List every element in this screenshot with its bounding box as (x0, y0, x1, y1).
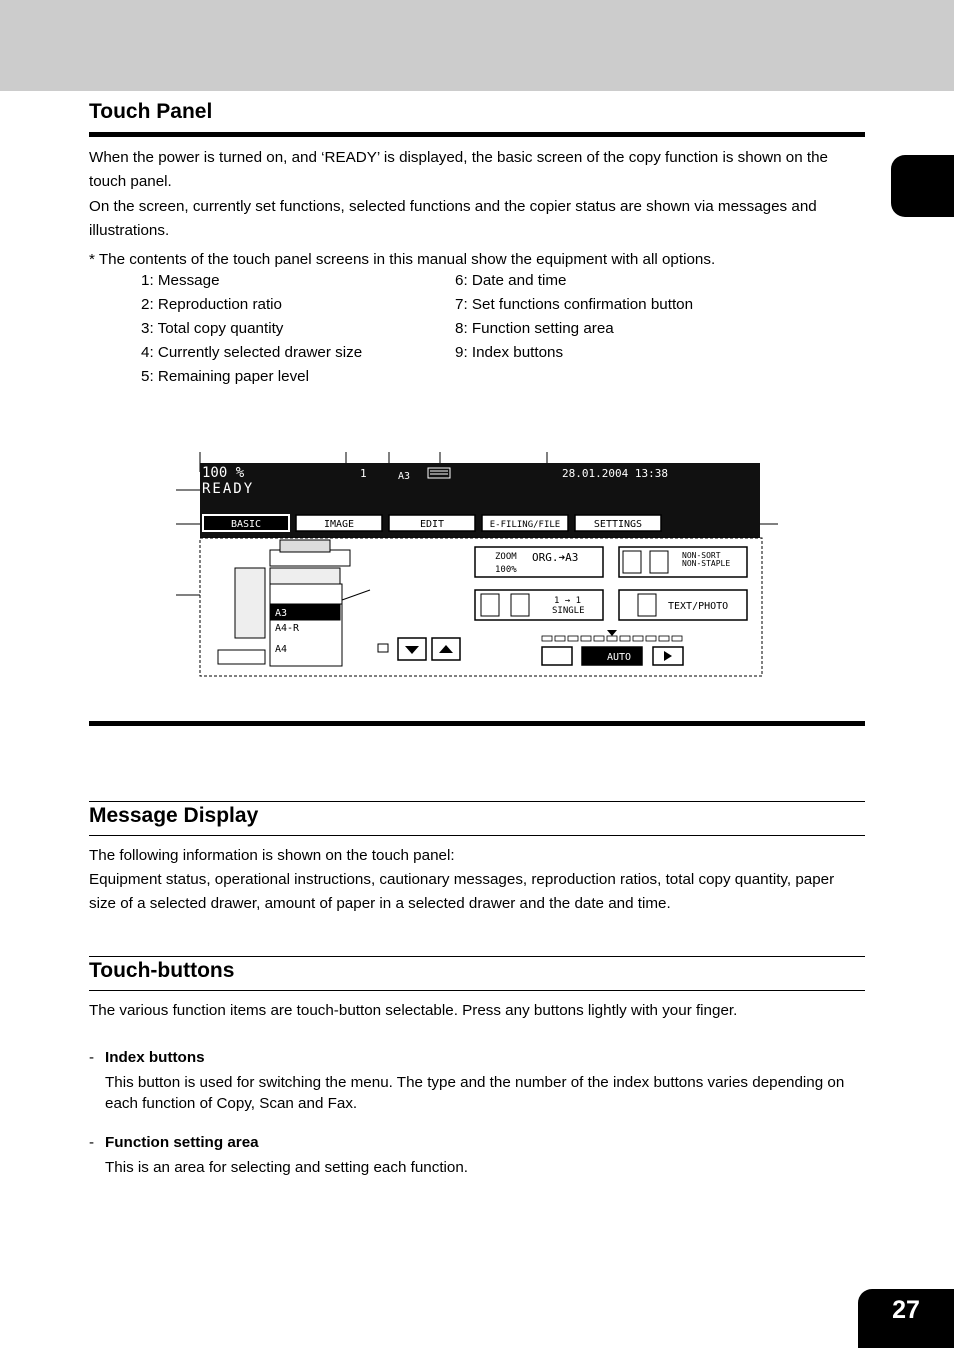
staple-mode: NON-STAPLE (682, 559, 731, 568)
touch-panel-note: * The contents of the touch panel screens in this manual show the equipment with all options. (89, 251, 716, 268)
image-mode-icon (638, 594, 656, 616)
legend-item-3: 3: Total copy quantity (141, 320, 284, 337)
tab-settings-label: SETTINGS (593, 519, 643, 530)
density-lighter-button[interactable] (542, 647, 572, 665)
legend-item-2: 2: Reproduction ratio (141, 296, 282, 313)
copy-quantity: 1 (360, 467, 367, 480)
zoom-value: 100% (495, 565, 517, 575)
section-title-touch-buttons: Touch-buttons (89, 959, 235, 982)
paper-size-a3[interactable]: A3 (275, 608, 288, 619)
paper-size-a4[interactable]: A4 (275, 644, 288, 655)
duplex-source-icon (481, 594, 499, 616)
legend-item-4: 4: Currently selected drawer size (141, 344, 363, 361)
paper-size-a4r[interactable]: A4-R (275, 623, 300, 634)
legend-item-5: 5: Remaining paper level (141, 368, 310, 385)
message-display-para-1: The following information is shown on the touch panel: (89, 847, 455, 864)
density-scale (542, 636, 682, 641)
duplex-target-icon (511, 594, 529, 616)
section-title-message-display: Message Display (89, 804, 259, 827)
touch-panel-para-2: On the screen, currently set functions, selected functions and the copier status are shown via messages and illustrations. (89, 198, 817, 239)
rule-top-message-display (89, 801, 865, 802)
duplex-single: SINGLE (552, 606, 585, 616)
ratio-display: 100 % (202, 465, 245, 481)
original-size: ORG.➜A3 (532, 551, 579, 564)
legend-item-9: 9: Index buttons (455, 344, 564, 361)
section-title-touch-panel: Touch Panel (89, 100, 213, 123)
message-display-para-2: Equipment status, operational instructions, cautionary messages, reproduction ratios, total copy quantity, paper size of a selected drawer, amount of paper in a selected drawer and the date and time. (89, 871, 835, 912)
image-mode: TEXT/PHOTO (668, 601, 729, 612)
touch-buttons-para-1: The various function items are touch-button selectable. Press any buttons lightly with your finger. (89, 1002, 738, 1019)
bullet-head-index-buttons: Index buttons (105, 1049, 205, 1066)
ready-message: READY (202, 481, 255, 497)
touch-panel-para-1: When the power is turned on, and ‘READY’ is displayed, the basic screen of the copy function is shown on the touch panel. (89, 149, 828, 190)
legend-item-1: 1: Message (141, 272, 220, 289)
staple-icon (650, 551, 668, 573)
touch-panel-illustration (170, 450, 790, 682)
sort-mode: NON-SORT (682, 551, 721, 560)
zoom-label: ZOOM (495, 552, 517, 562)
section-end-rule (89, 721, 865, 726)
drawer-size: A3 (398, 471, 411, 482)
page-number: 27 (858, 1289, 954, 1348)
rule-bottom-touch-buttons (89, 990, 865, 991)
tab-basic-label: BASIC (230, 519, 262, 530)
chapter-tab (891, 155, 954, 217)
legend-item-6: 6: Date and time (455, 272, 567, 289)
bullet-body-function-setting-area: This is an area for selecting and setting each function. (105, 1159, 469, 1176)
tab-image-label: IMAGE (323, 519, 355, 530)
legend-item-8: 8: Function setting area (455, 320, 614, 337)
rule-bottom-message-display (89, 835, 865, 836)
tab-edit-label: EDIT (419, 519, 445, 530)
rule-top-touch-buttons (89, 956, 865, 957)
section-rule (89, 132, 865, 137)
density-auto-label: AUTO (607, 652, 632, 663)
duplex-mode: 1 → 1 (554, 596, 582, 606)
bullet-dash-2: - (89, 1134, 95, 1151)
header-band (0, 0, 954, 91)
bullet-body-index-buttons: This button is used for switching the menu. The type and the number of the index buttons varies depending on each function of Copy, Scan and Fax. (105, 1074, 845, 1112)
bullet-dash-1: - (89, 1049, 95, 1066)
date-time: 28.01.2004 13:38 (562, 467, 668, 480)
tab-e-filing-label: E-FILING/FILE (489, 520, 561, 530)
sort-icon (623, 551, 641, 573)
legend-item-7: 7: Set functions confirmation button (455, 296, 694, 313)
bullet-head-function-setting-area: Function setting area (105, 1134, 259, 1151)
